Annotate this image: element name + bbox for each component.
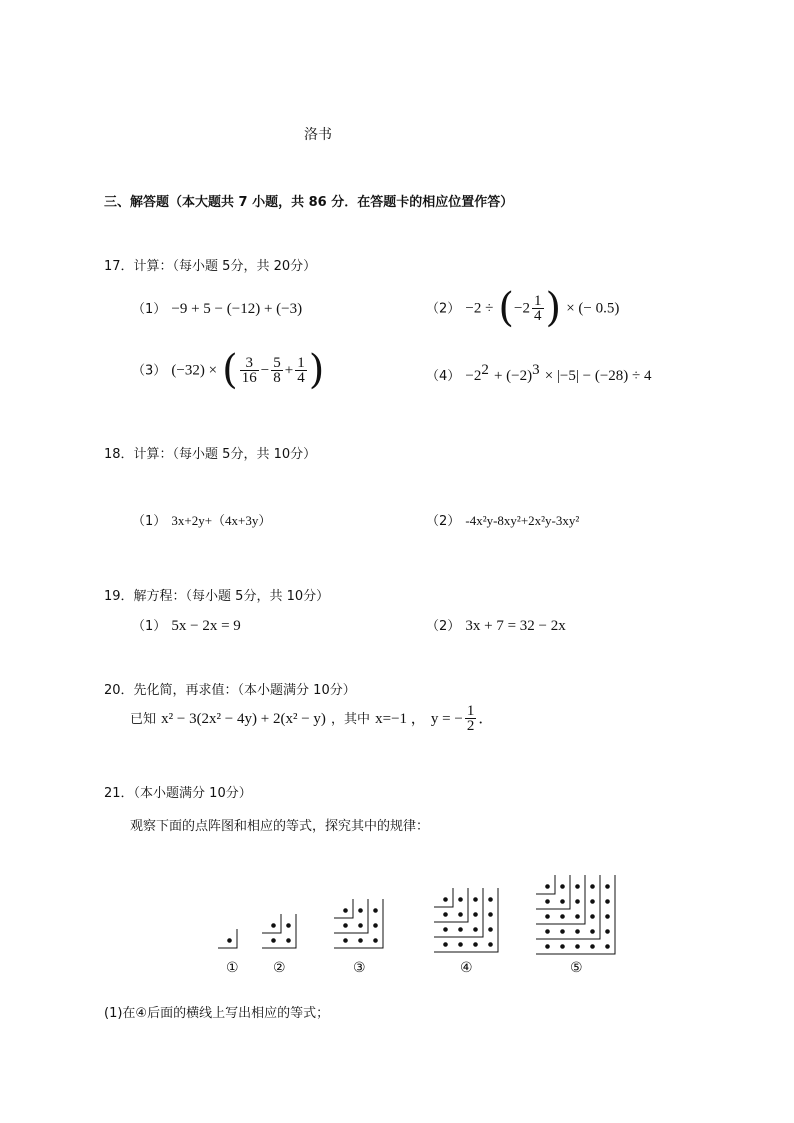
q17-p2-b: −2 <box>514 300 530 317</box>
array-dot <box>287 939 291 943</box>
q19-part1: （1） 5x − 2x = 9 <box>132 618 241 634</box>
q17-p1-expr: −9 + 5 − (−12) + (−3) <box>171 301 303 317</box>
figure-label-1: ① <box>226 960 239 976</box>
array-dot <box>606 915 610 919</box>
q21-intro: 观察下面的点阵图和相应的等式，探究其中的规律： <box>130 819 430 834</box>
array-dot <box>344 924 348 928</box>
q18-title: 18．计算：（每小题 5分，共 10分） <box>104 447 317 462</box>
array-dot <box>374 924 378 928</box>
q17-p3-frac2: $\frac{5}{8}$ <box>273 354 281 386</box>
q18-part1: （1） 3x+2y+（4x+3y） <box>132 513 272 529</box>
q17-p1-label: （1） <box>132 302 167 317</box>
array-dot <box>591 930 595 934</box>
array-dot <box>444 928 448 932</box>
q17-part3: （3） (−32) × ( $\frac{3}{16}$ − $\frac{5}{8}$ + $\frac{1}{4}$ ) <box>132 347 325 393</box>
array-dot <box>228 939 232 943</box>
q19-p2-expr: 3x + 7 = 32 − 2x <box>465 618 566 634</box>
array-dot <box>591 885 595 889</box>
q19-part2: （2） 3x + 7 = 32 − 2x <box>426 618 566 634</box>
array-line <box>536 875 555 894</box>
q17-p2-c: × (− 0.5) <box>566 300 620 317</box>
array-dot <box>444 913 448 917</box>
array-dot <box>272 924 276 928</box>
array-line <box>434 888 498 952</box>
q18-p2-expr: -4x²y-8xy²+2x²y-3xy² <box>465 513 580 528</box>
q17-p3-label: （3） <box>132 363 167 379</box>
array-dot <box>374 939 378 943</box>
array-dot <box>591 900 595 904</box>
q17-title: 17．计算：（每小题 5分，共 20分） <box>104 259 317 274</box>
array-dot <box>489 928 493 932</box>
array-dot <box>546 885 550 889</box>
q18-part2: （2） -4x²y-8xy²+2x²y-3xy² <box>426 513 580 529</box>
array-dot <box>561 945 565 949</box>
q17-part1 <box>132 298 302 318</box>
array-dot <box>474 943 478 947</box>
array-line <box>536 875 570 909</box>
array-dot <box>546 900 550 904</box>
array-line <box>334 899 368 933</box>
array-line <box>262 914 296 948</box>
q17-part4: $(4) -2^2 + (-2)^3 \times |-5| - (-28) \div 4$ <box>426 362 652 384</box>
figure-label-4: ④ <box>460 960 473 976</box>
q17-p2-a: −2 ÷ <box>465 300 494 317</box>
array-line <box>262 914 281 933</box>
q21-part1: (1)在④后面的横线上写出相应的等式； <box>104 1006 330 1021</box>
q17-p3-frac3: $\frac{1}{4}$ <box>297 354 305 386</box>
q17-p4-label: （4） <box>426 369 461 384</box>
array-dot <box>606 900 610 904</box>
array-dot <box>459 898 463 902</box>
q19-title: 19．解方程：（每小题 5分，共 10分） <box>104 589 330 604</box>
array-dot <box>444 898 448 902</box>
q19-p1-expr: 5x − 2x = 9 <box>171 618 241 634</box>
array-line <box>334 899 353 918</box>
array-dot <box>606 930 610 934</box>
array-line <box>536 875 600 939</box>
array-dot <box>561 915 565 919</box>
figure-label-3: ③ <box>353 960 366 976</box>
figure-label-2: ② <box>273 960 286 976</box>
array-dot <box>344 909 348 913</box>
array-dot <box>374 909 378 913</box>
array-dot <box>606 945 610 949</box>
q21-title: 21．（本小题满分 10分） <box>104 786 252 801</box>
array-line <box>218 929 237 948</box>
array-dot <box>474 928 478 932</box>
q20-body: 已知 x² − 3(2x² − 4y) + 2(x² − y) ，其中 x=−1 ， y = − $\frac{1}{2}$ ． <box>130 703 494 734</box>
array-dot <box>474 913 478 917</box>
array-dot <box>546 945 550 949</box>
q20-y-fraction: $\frac{1}{2}$ <box>466 703 475 734</box>
array-dot <box>576 885 580 889</box>
array-dot <box>591 915 595 919</box>
array-dot <box>459 913 463 917</box>
header-title: 洛书 <box>304 127 332 143</box>
q18-p1-expr: 3x+2y+（4x+3y） <box>171 513 272 528</box>
array-dot <box>576 900 580 904</box>
q17-p2-fraction: $\frac{1}{4}$ <box>534 292 542 324</box>
q17-p3-frac1: $\frac{3}{16}$ <box>241 354 257 386</box>
array-dot <box>576 930 580 934</box>
array-dot <box>591 945 595 949</box>
array-dot <box>561 885 565 889</box>
array-dot <box>344 939 348 943</box>
array-dot <box>561 930 565 934</box>
array-dot <box>489 913 493 917</box>
q17-p2-label: （2） <box>426 301 461 317</box>
array-dot <box>576 945 580 949</box>
q17-p3-a: (−32) × <box>171 362 218 379</box>
array-dot <box>489 943 493 947</box>
array-dot <box>359 924 363 928</box>
section-heading: 三、解答题（本大题共 7 小题，共 86 分．在答题卡的相应位置作答） <box>104 195 514 210</box>
array-line <box>434 888 453 907</box>
array-dot <box>474 898 478 902</box>
dot-array-figure <box>0 860 794 990</box>
array-dot <box>576 915 580 919</box>
q20-expr: x² − 3(2x² − 4y) + 2(x² − y) <box>161 711 326 727</box>
array-dot <box>444 943 448 947</box>
array-line <box>434 888 468 922</box>
array-dot <box>546 915 550 919</box>
array-dot <box>359 909 363 913</box>
array-dot <box>272 939 276 943</box>
q20-title: 20．先化简，再求值：（本小题满分 10分） <box>104 683 356 698</box>
array-dot <box>287 924 291 928</box>
q17-part2: （2） −2 ÷ (−2 $\frac{1}{4}$ ) × (− 0.5) <box>426 285 620 331</box>
array-dot <box>606 885 610 889</box>
array-dot <box>459 943 463 947</box>
array-dot <box>459 928 463 932</box>
figure-label-5: ⑤ <box>570 960 583 976</box>
array-dot <box>359 939 363 943</box>
array-dot <box>489 898 493 902</box>
array-dot <box>546 930 550 934</box>
array-dot <box>561 900 565 904</box>
